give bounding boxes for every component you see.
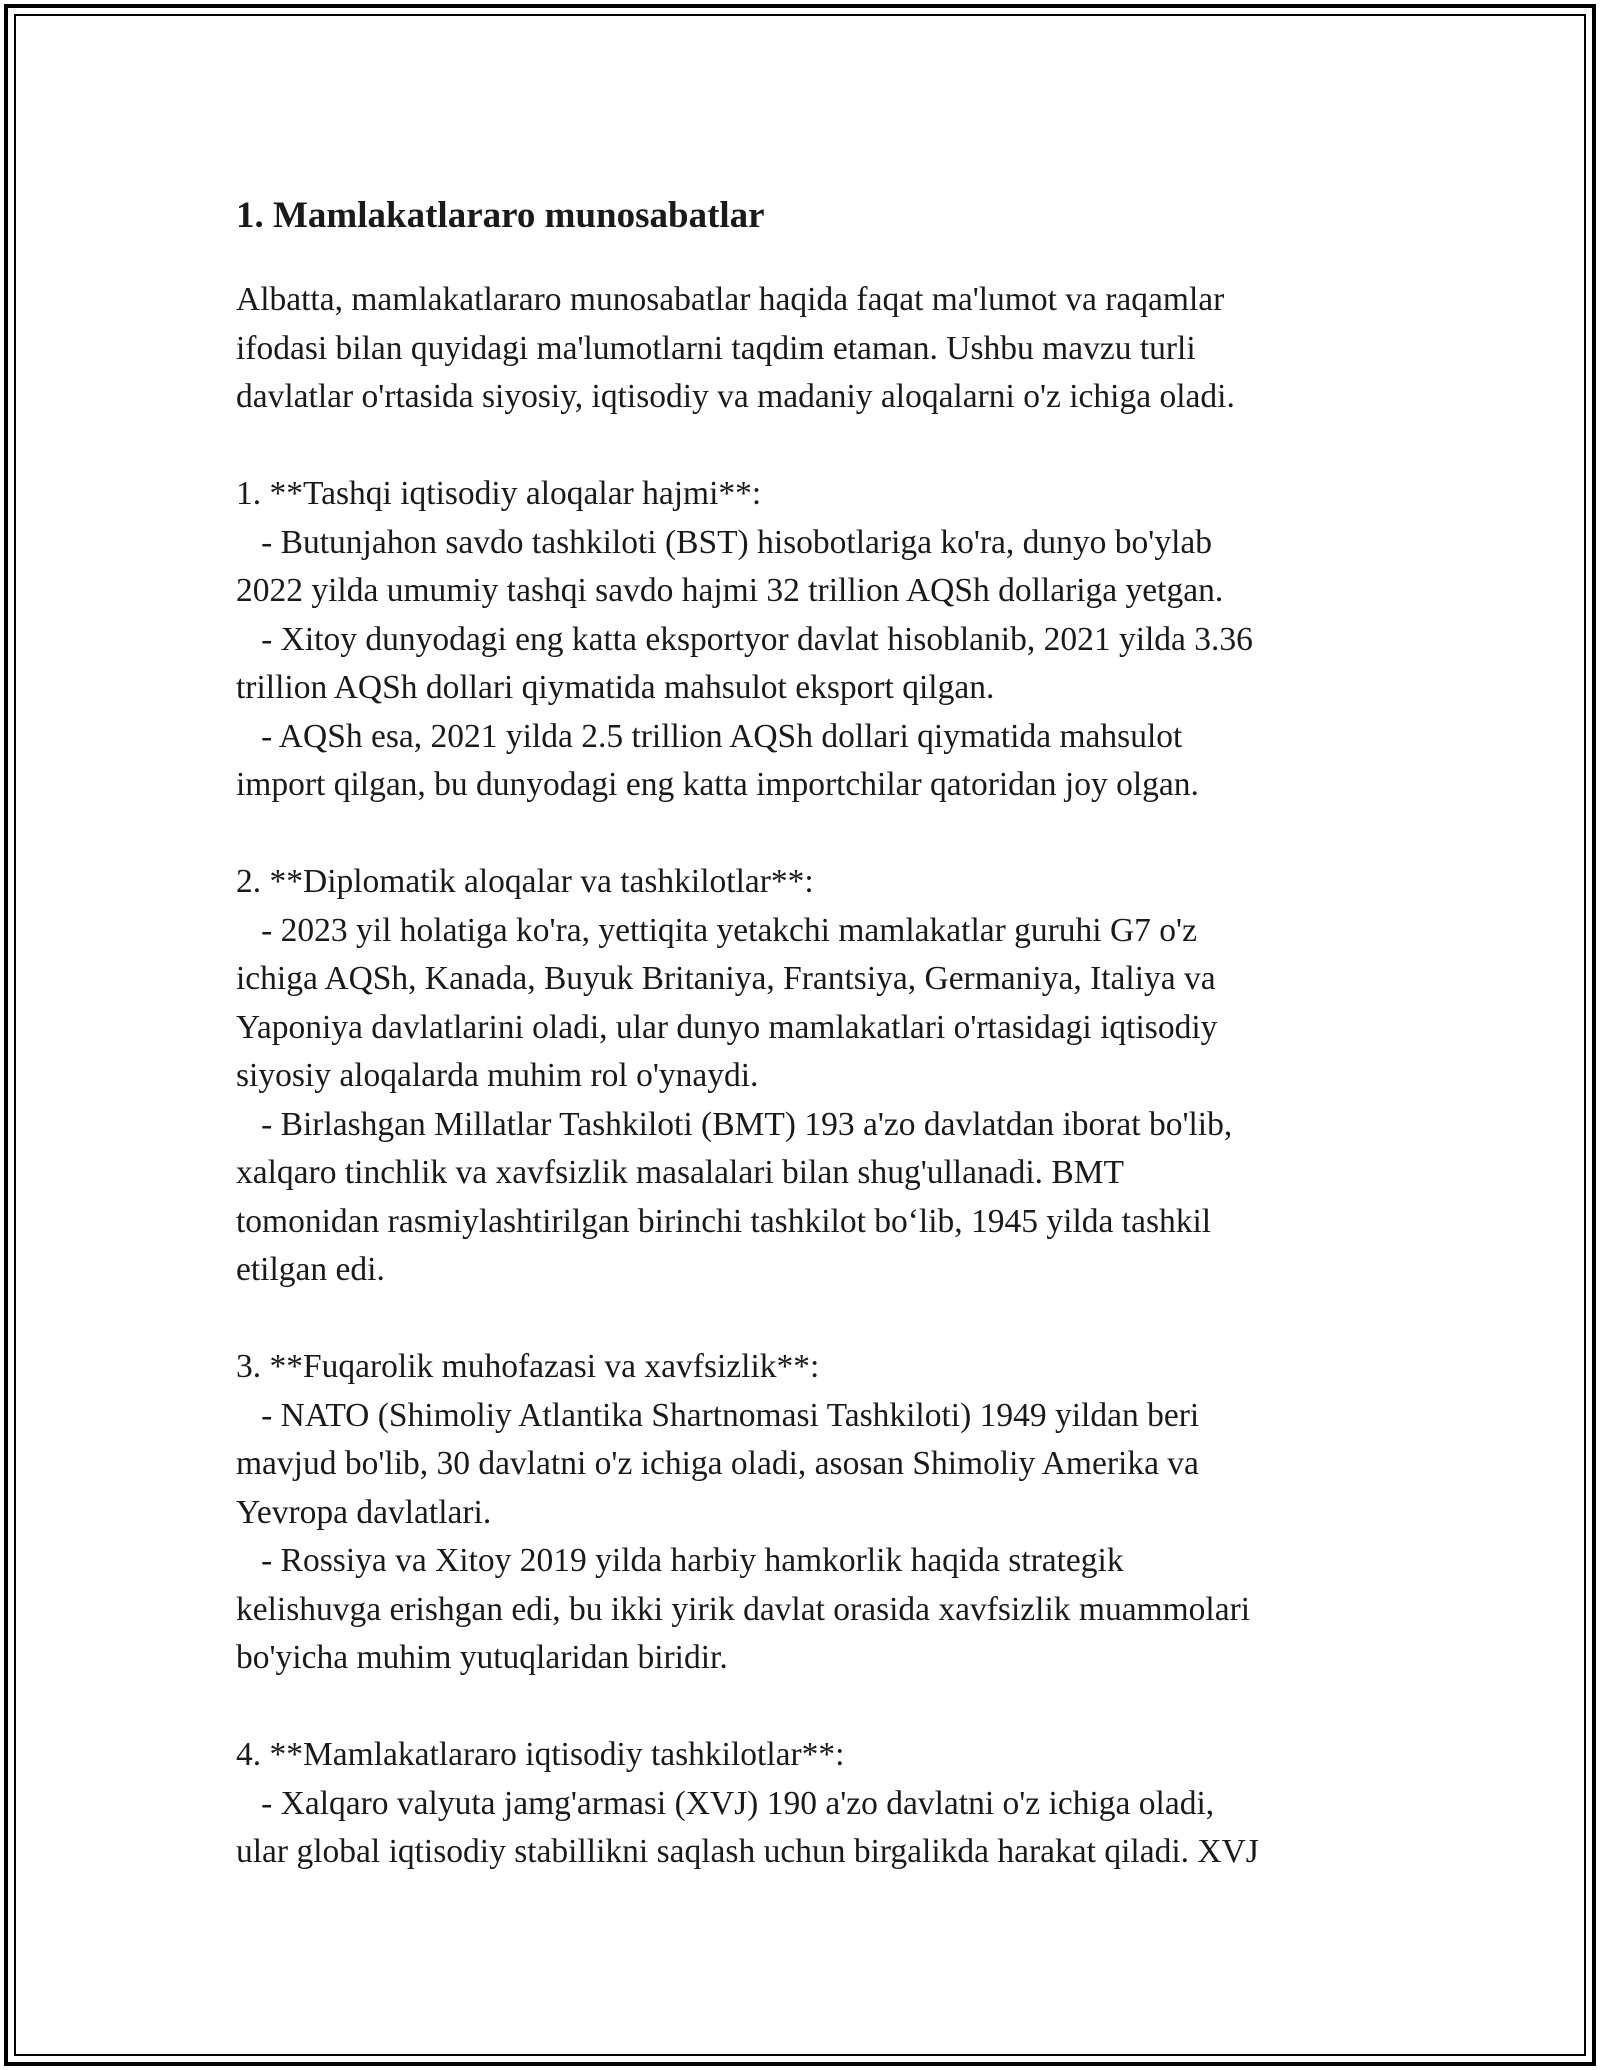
section-diplomatic-relations <box>236 858 1366 1343</box>
paragraph-gap <box>236 1295 1366 1344</box>
section-line: trillion AQSh dollari qiymatida mahsulot eksport qilgan. <box>236 669 995 706</box>
section-line: mavjud bo'lib, 30 davlatni o'z ichiga oladi, asosan Shimoliy Amerika va <box>236 1445 1199 1482</box>
section-line: - NATO (Shimoliy Atlantika Shartnomasi Tashkiloti) 1949 yildan beri <box>236 1396 1200 1434</box>
section-heading: 4. **Mamlakatlararo iqtisodiy tashkilotlar**: <box>236 1736 845 1773</box>
section-line: etilgan edi. <box>236 1251 385 1288</box>
section-line: - 2023 yil holatiga ko'ra, yettiqita yetakchi mamlakatlar guruhi G7 o'z <box>236 911 1197 949</box>
section-civil-protection <box>236 1343 1366 1731</box>
intro-line: ifodasi bilan quyidagi ma'lumotlarni taqdim etaman. Ushbu mavzu turli <box>236 329 1196 367</box>
section-line: - Xitoy dunyodagi eng katta eksportyor davlat hisoblanib, 2021 yilda 3.36 <box>236 620 1253 658</box>
intro-line: Albatta, mamlakatlararo munosabatlar haqida faqat ma'lumot va raqamlar <box>236 281 1225 318</box>
section-line: - AQSh esa, 2021 yilda 2.5 trillion AQSh dollari qiymatida mahsulot <box>236 717 1183 755</box>
section-line: - Rossiya va Xitoy 2019 yilda harbiy hamkorlik haqida strategik <box>236 1542 1124 1579</box>
section-trade-volume <box>236 470 1366 858</box>
section-heading: 1. **Tashqi iqtisodiy aloqalar hajmi**: <box>236 475 762 512</box>
intro-paragraph <box>236 276 1366 470</box>
section-line: siyosiy aloqalarda muhim rol o'ynaydi. <box>236 1057 759 1094</box>
section-line: - Birlashgan Millatlar Tashkiloti (BMT) 193 a'zo davlatdan iborat bo'lib, <box>236 1105 1233 1143</box>
section-heading: 3. **Fuqarolik muhofazasi va xavfsizlik**: <box>236 1348 820 1385</box>
section-heading: 2. **Diplomatik aloqalar va tashkilotlar**: <box>236 863 814 900</box>
section-line: tomonidan rasmiylashtirilgan birinchi tashkilot bo‘lib, 1945 yilda tashkil <box>236 1202 1212 1240</box>
section-line: ichiga AQSh, Kanada, Buyuk Britaniya, Frantsiya, Germaniya, Italiya va <box>236 960 1216 997</box>
intro-line: davlatlar o'rtasida siyosiy, iqtisodiy va madaniy aloqalarni o'z ichiga oladi. <box>236 378 1235 415</box>
section-line: 2022 yilda umumiy tashqi savdo hajmi 32 trillion AQSh dollariga yetgan. <box>236 572 1224 609</box>
section-line: - Butunjahon savdo tashkiloti (BST) hisobotlariga ko'ra, dunyo bo'ylab <box>236 523 1213 561</box>
document-page <box>236 190 1366 1877</box>
document-title: 1. Mamlakatlararo munosabatlar <box>236 195 765 236</box>
section-line: ular global iqtisodiy stabillikni saqlash uchun birgalikda harakat qiladi. XVJ <box>236 1833 1259 1870</box>
paragraph-gap <box>236 422 1366 471</box>
paragraph-gap <box>236 1683 1366 1732</box>
section-line: bo'yicha muhim yutuqlaridan biridir. <box>236 1639 728 1676</box>
section-line: - Xalqaro valyuta jamg'armasi (XVJ) 190 a'zo davlatni o'z ichiga oladi, <box>236 1784 1215 1822</box>
section-line: xalqaro tinchlik va xavfsizlik masalalari bilan shug'ullanadi. BMT <box>236 1154 1124 1191</box>
section-line: Yevropa davlatlari. <box>236 1493 492 1531</box>
section-line: import qilgan, bu dunyodagi eng katta importchilar qatoridan joy olgan. <box>236 766 1199 803</box>
section-line: kelishuvga erishgan edi, bu ikki yirik davlat orasida xavfsizlik muammolari <box>236 1590 1251 1628</box>
paragraph-gap <box>236 810 1366 859</box>
section-economic-organizations <box>236 1731 1366 1877</box>
section-line: Yaponiya davlatlarini oladi, ular dunyo mamlakatlari o'rtasidagi iqtisodiy <box>236 1008 1218 1046</box>
